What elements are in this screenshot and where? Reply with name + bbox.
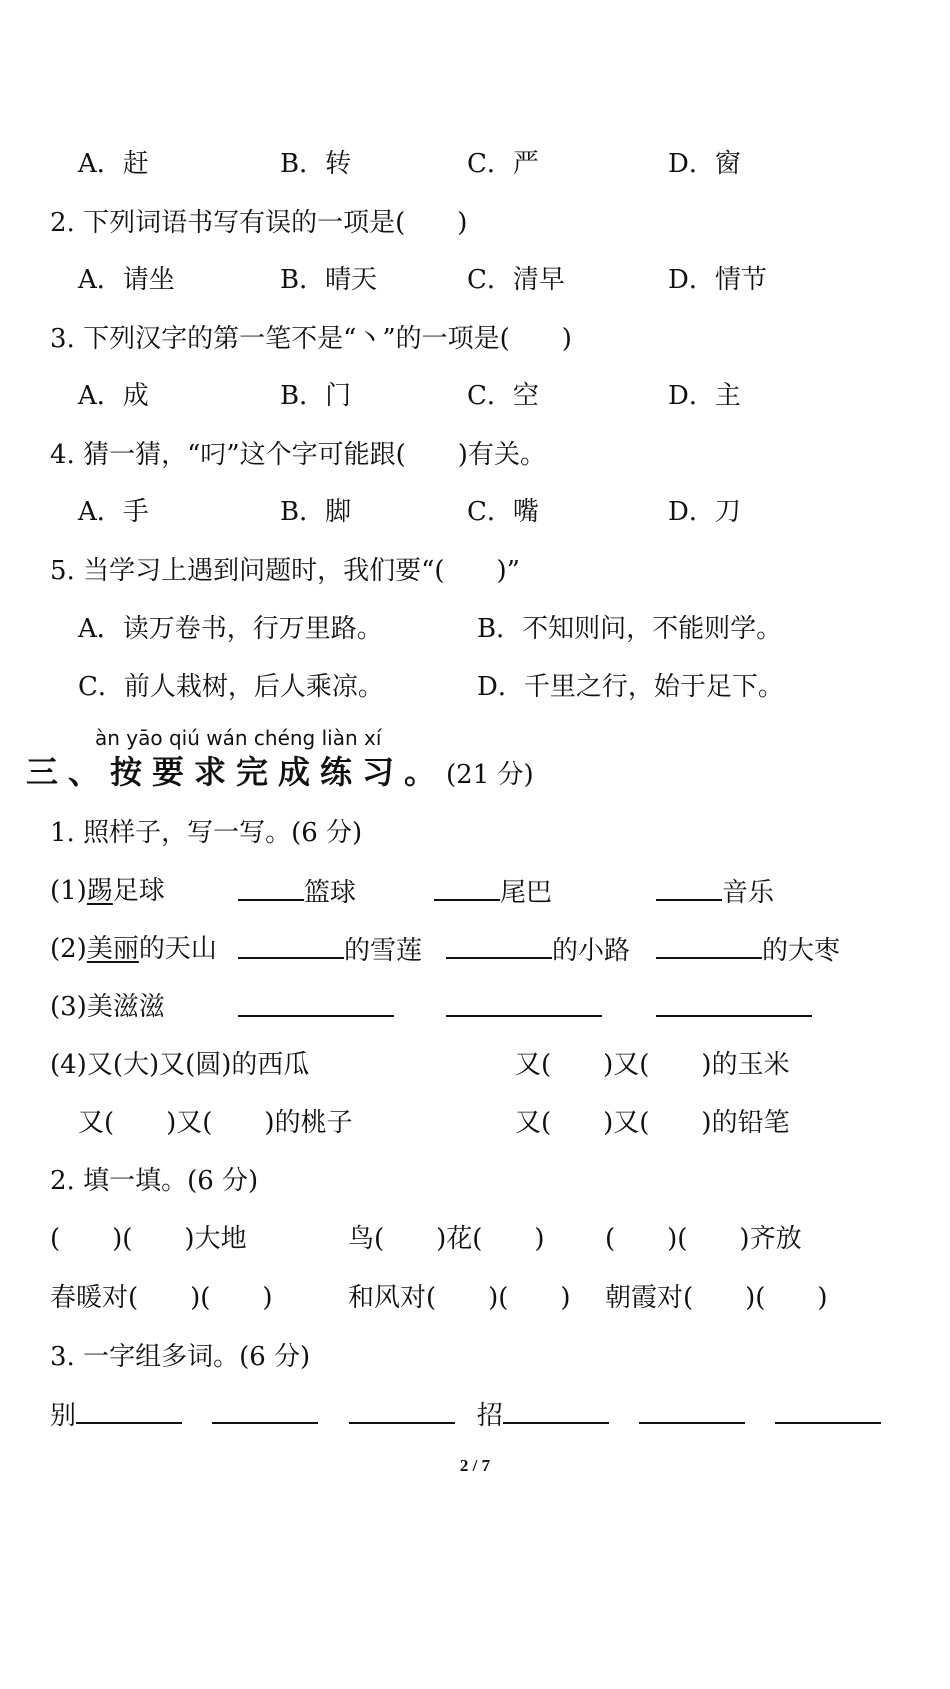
s3q3-char2: 招 [476, 1401, 503, 1431]
q4-option-b: B．脚 [280, 497, 352, 527]
section3-title-text: 三、按要求完成练习。 [26, 753, 447, 791]
s3q1-row1-word1: 篮球 [304, 878, 357, 908]
s3q1-row5-left: 又( )又( )的桃子 [78, 1108, 353, 1138]
q1-option-b: B．转 [280, 149, 352, 179]
page-number: 2 / 7 [459, 1456, 491, 1475]
s3q3-row [50, 1398, 881, 1432]
q4-stem: 4. 猜一猜，“叼”这个字可能跟( )有关。 [50, 440, 546, 470]
s3q1-row1-example [50, 875, 165, 907]
q1-option-a: A．赶 [78, 149, 149, 179]
s3q2-row2-c: 朝霞对( )( ) [605, 1283, 828, 1313]
s3q2-row1-a: ( )( )大地 [50, 1224, 247, 1254]
s3q1-stem: 1. 照样子，写一写。(6 分) [50, 818, 363, 848]
answer-blank[interactable] [446, 933, 552, 959]
q4-option-a: A．手 [78, 497, 149, 527]
answer-blank[interactable] [434, 875, 500, 901]
q3-stem: 3. 下列汉字的第一笔不是“丶”的一项是( ) [50, 324, 572, 354]
section3-title [26, 752, 534, 795]
s3q1-row2-underlined: 美丽 [86, 934, 139, 964]
answer-blank[interactable] [238, 933, 344, 959]
q5-stem: 5. 当学习上遇到问题时，我们要“( )” [50, 556, 520, 586]
answer-blank[interactable] [238, 991, 394, 1017]
q1-option-c: C．严 [467, 149, 539, 179]
q1-option-d: D．窗 [668, 149, 741, 179]
answer-blank[interactable] [76, 1398, 182, 1424]
q2-option-c: C．清早 [467, 265, 565, 295]
q2-option-a: A．请坐 [78, 265, 175, 295]
s3q1-row1-prefix: (1) [50, 876, 87, 906]
s3q1-row1-underlined: 踢 [86, 876, 113, 906]
s3q1-row2-item3 [656, 933, 840, 967]
s3q1-row2-word3: 的大枣 [762, 936, 841, 966]
q5-option-c: C．前人栽树，后人乘凉。 [78, 672, 384, 702]
s3q2-row1-c: ( )( )齐放 [605, 1224, 802, 1254]
s3q1-row1-word3: 音乐 [722, 878, 775, 908]
answer-blank[interactable] [349, 1398, 455, 1424]
q5-option-b: B．不知则问，不能则学。 [477, 614, 783, 644]
q2-stem: 2. 下列词语书写有误的一项是( ) [50, 208, 468, 238]
s3q1-row2-prefix: (2) [50, 934, 87, 964]
s3q1-row4-left: (4)又(大)又(圆)的西瓜 [50, 1050, 310, 1080]
answer-blank[interactable] [656, 875, 722, 901]
s3q1-row1-word2: 尾巴 [500, 878, 553, 908]
answer-blank[interactable] [503, 1398, 609, 1424]
s3q1-row1-item3 [656, 875, 774, 909]
s3q3-char1: 别 [50, 1401, 77, 1431]
s3q1-row3-example: (3)美滋滋 [50, 992, 165, 1022]
s3q2-row2-b: 和风对( )( ) [348, 1283, 571, 1313]
q4-option-d: D．刀 [668, 497, 741, 527]
answer-blank[interactable] [656, 933, 762, 959]
q5-option-a: A．读万卷书，行万里路。 [78, 614, 383, 644]
q4-option-c: C．嘴 [467, 497, 539, 527]
s3q1-row3-blanks [238, 991, 394, 1025]
s3q2-row2-a: 春暖对( )( ) [50, 1283, 273, 1313]
s3q1-row2-example [50, 933, 217, 965]
s3q1-row2-item1 [238, 933, 422, 967]
q2-option-d: D．情节 [668, 265, 767, 295]
s3q1-row2-word1: 的雪莲 [344, 936, 423, 966]
q3-option-c: C．空 [467, 381, 539, 411]
s3q1-row3-blanks-3 [656, 991, 812, 1025]
s3q1-row5-right: 又( )又( )的铅笔 [515, 1108, 790, 1138]
s3q3-stem: 3. 一字组多词。(6 分) [50, 1342, 311, 1372]
answer-blank[interactable] [775, 1398, 881, 1424]
answer-blank[interactable] [238, 875, 304, 901]
answer-blank[interactable] [639, 1398, 745, 1424]
answer-blank[interactable] [656, 991, 812, 1017]
answer-blank[interactable] [212, 1398, 318, 1424]
s3q1-row4-right: 又( )又( )的玉米 [515, 1050, 790, 1080]
s3q1-row2-word2: 的小路 [552, 936, 631, 966]
s3q2-stem: 2. 填一填。(6 分) [50, 1166, 259, 1196]
section3-pinyin: àn yāo qiú wán chéng liàn xí [95, 726, 382, 750]
s3q1-row1-rest: 足球 [112, 876, 165, 906]
s3q2-row1-b: 鸟( )花( ) [348, 1224, 545, 1254]
q3-option-b: B．门 [280, 381, 352, 411]
q5-option-d: D．千里之行，始于足下。 [477, 672, 784, 702]
section3-score: (21 分) [446, 760, 534, 790]
answer-blank[interactable] [446, 991, 602, 1017]
s3q1-row1-item1 [238, 875, 356, 909]
q2-option-b: B．晴天 [280, 265, 378, 295]
q3-option-d: D．主 [668, 381, 741, 411]
s3q1-row3-blanks-2 [446, 991, 602, 1025]
q3-option-a: A．成 [78, 381, 149, 411]
s3q1-row2-item2 [446, 933, 630, 967]
s3q1-row1-item2 [434, 875, 552, 909]
s3q1-row2-rest: 的天山 [138, 934, 217, 964]
